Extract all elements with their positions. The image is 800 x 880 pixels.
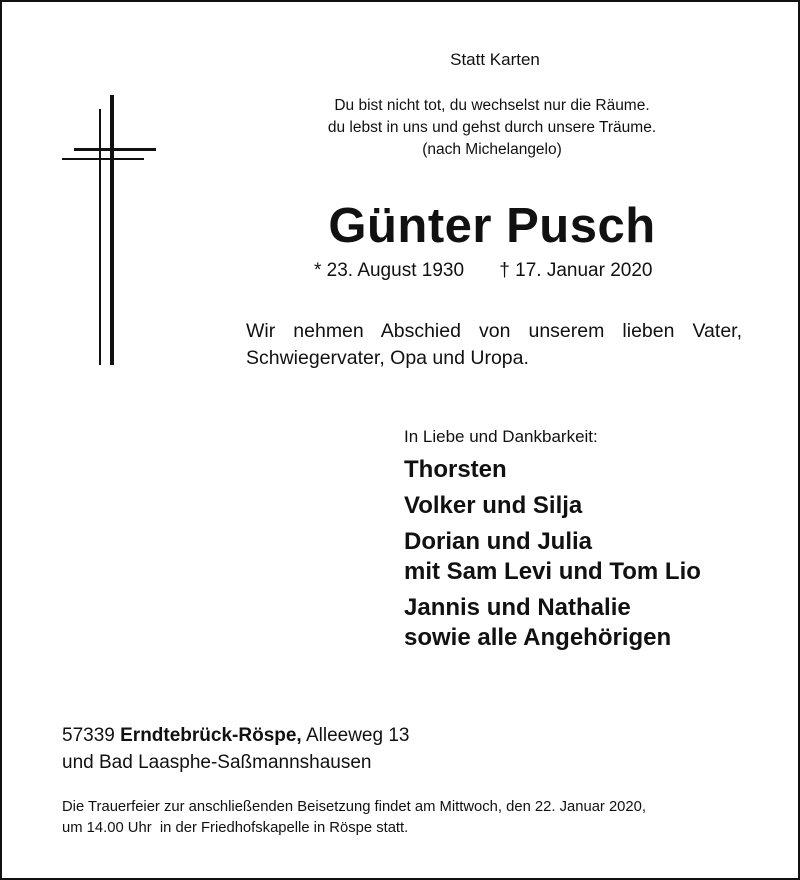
deceased-name: Günter Pusch xyxy=(328,199,656,253)
farewell-text: Wir nehmen Abschied von unserem lieben Vater, Schwiegervater, Opa und Uropa. xyxy=(246,320,742,369)
family-member: sowie alle Angehörigen xyxy=(404,624,672,651)
cross-icon xyxy=(2,2,202,372)
ceremony-notice xyxy=(62,797,752,839)
quote-attribution: (nach Michelangelo) xyxy=(422,141,562,158)
address-postcode: 57339 xyxy=(62,725,115,746)
birth-date: * 23. August 1930 xyxy=(314,260,465,281)
address-town: Erndtebrück-Röspe, xyxy=(120,725,302,746)
address-line-2: und Bad Laasphe-Saßmannshausen xyxy=(62,752,372,773)
quote-block xyxy=(292,95,692,161)
death-date: † 17. Januar 2020 xyxy=(499,260,653,281)
family-block xyxy=(404,427,784,657)
address-line-1 xyxy=(62,722,409,749)
address-block xyxy=(62,722,409,776)
statt-karten-label: Statt Karten xyxy=(450,50,540,69)
address-street: Alleeweg 13 xyxy=(305,725,410,746)
family-member: mit Sam Levi und Tom Lio xyxy=(404,558,701,585)
family-intro: In Liebe und Dankbarkeit: xyxy=(404,427,598,446)
quote-line-1: Du bist nicht tot, du wechselst nur die Räume. xyxy=(334,97,650,114)
family-member: Dorian und Julia xyxy=(404,528,593,555)
family-member: Thorsten xyxy=(404,456,507,483)
family-member: Jannis und Nathalie xyxy=(404,594,631,621)
life-dates xyxy=(314,260,652,282)
ceremony-line-1: Die Trauerfeier zur anschließenden Beisetzung findet am Mittwoch, den 22. Januar 2020, xyxy=(62,799,646,815)
family-member: Volker und Silja xyxy=(404,492,583,519)
ceremony-line-2: um 14.00 Uhr in der Friedhofskapelle in Röspe statt. xyxy=(62,820,409,836)
quote-line-2: du lebst in uns und gehst durch unsere Träume. xyxy=(327,119,657,136)
